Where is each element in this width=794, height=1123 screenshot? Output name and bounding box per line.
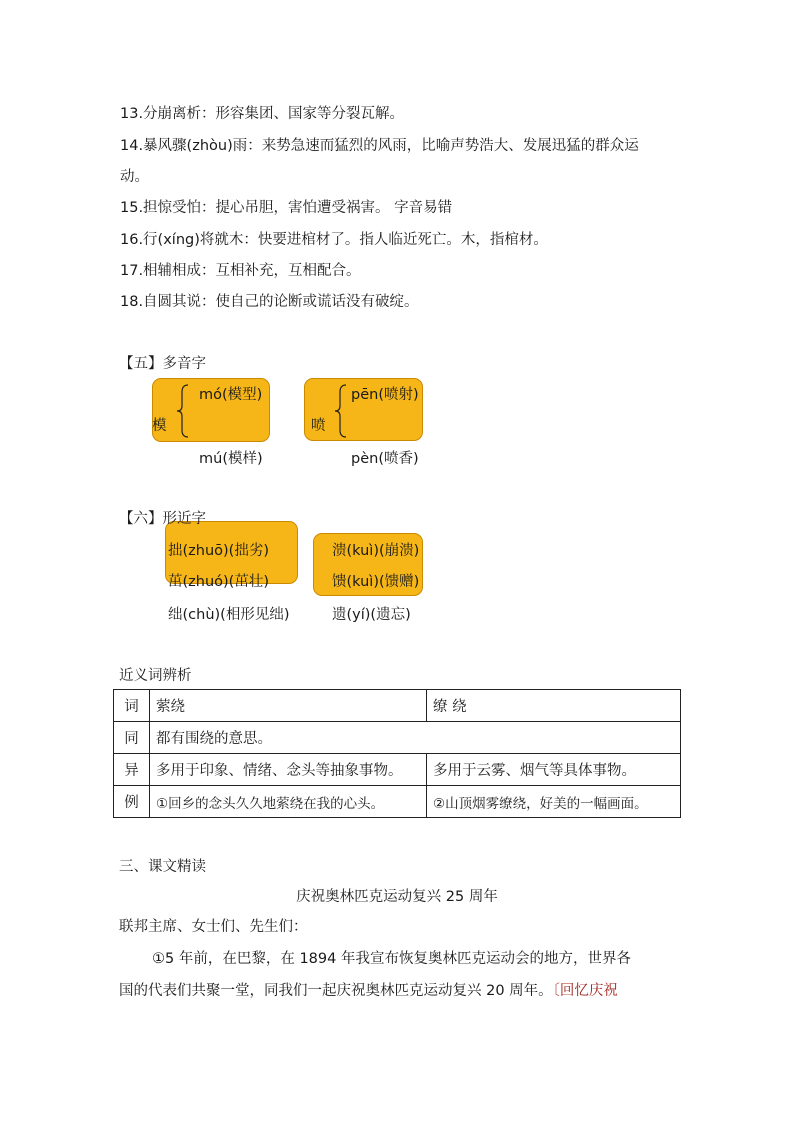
polyphone-pen-bottom: pèn(喷香) — [351, 451, 419, 467]
idiom-15: 15.担惊受怕：提心吊胆，害怕遭受祸害。 字音易错 — [120, 200, 453, 216]
idiom-17: 17.相辅相成：互相补充，互相配合。 — [120, 263, 361, 279]
reading-title: 庆祝奥林匹克运动复兴 25 周年 — [296, 889, 498, 905]
similar-g1-3: 绌(chù)(相形见绌) — [168, 607, 290, 623]
reading-paragraph-line2-wrap — [119, 979, 618, 1000]
brace-pen — [334, 384, 348, 438]
table-cell: 缭 绕 — [427, 690, 681, 722]
idiom-13: 13.分崩离析：形容集团、国家等分裂瓦解。 — [120, 106, 405, 122]
row-label: 同 — [114, 722, 150, 754]
idiom-14-cont: 动。 — [120, 169, 149, 185]
row-label: 例 — [114, 786, 150, 818]
reading-annotation: 〔回忆庆祝 — [552, 983, 618, 999]
idiom-16: 16.行(xíng)将就木：快要进棺材了。指人临近死亡。木，指棺材。 — [120, 232, 548, 248]
table-row — [114, 690, 681, 722]
table-cell: 都有围绕的意思。 — [150, 722, 681, 754]
polyphone-char-mo: 模 — [152, 418, 167, 434]
similar-g2-3: 遗(yí)(遗忘) — [332, 607, 411, 623]
similar-g1-2: 茁(zhuó)(茁壮) — [168, 574, 269, 590]
row-label: 词 — [114, 690, 150, 722]
polyphone-pen-top: pēn(喷射) — [351, 387, 419, 403]
similar-g1-1: 拙(zhuō)(拙劣) — [168, 543, 269, 559]
table-cell: 多用于云雾、烟气等具体事物。 — [427, 754, 681, 786]
similar-g2-2: 馈(kuì)(馈赠) — [332, 574, 420, 590]
section6-title: 【六】形近字 — [119, 511, 206, 527]
row-label: 异 — [114, 754, 150, 786]
idiom-14: 14.暴风骤(zhòu)雨：来势急速而猛烈的风雨，比喻声势浩大、发展迅猛的群众运 — [120, 138, 639, 154]
brace-mo — [176, 384, 190, 438]
idiom-18: 18.自圆其说：使自己的论断或谎话没有破绽。 — [120, 294, 419, 310]
polyphone-mo-bottom: mú(模样) — [199, 451, 263, 467]
reading-paragraph-line1: ①5 年前，在巴黎，在 1894 年我宣布恢复奥林匹克运动会的地方，世界各 — [152, 951, 631, 967]
reading-heading: 三、课文精读 — [119, 859, 206, 875]
table-cell: ①回乡的念头久久地萦绕在我的心头。 — [150, 786, 427, 818]
table-row — [114, 754, 681, 786]
synonyms-title: 近义词辨析 — [119, 668, 192, 684]
table-row — [114, 722, 681, 754]
polyphone-mo-top: mó(模型) — [199, 387, 263, 403]
table-cell: ②山顶烟雾缭绕，好美的一幅画面。 — [427, 786, 681, 818]
reading-salutation: 联邦主席、女士们、先生们： — [119, 919, 308, 935]
table-cell: 多用于印象、情绪、念头等抽象事物。 — [150, 754, 427, 786]
similar-g2-1: 溃(kuì)(崩溃) — [332, 543, 420, 559]
synonym-table — [113, 689, 681, 818]
section5-title: 【五】多音字 — [119, 356, 206, 372]
table-cell: 萦绕 — [150, 690, 427, 722]
reading-paragraph-line2: 国的代表们共聚一堂，同我们一起庆祝奥林匹克运动复兴 20 周年。 — [119, 983, 553, 999]
table-row — [114, 786, 681, 818]
polyphone-char-pen: 喷 — [311, 418, 326, 434]
